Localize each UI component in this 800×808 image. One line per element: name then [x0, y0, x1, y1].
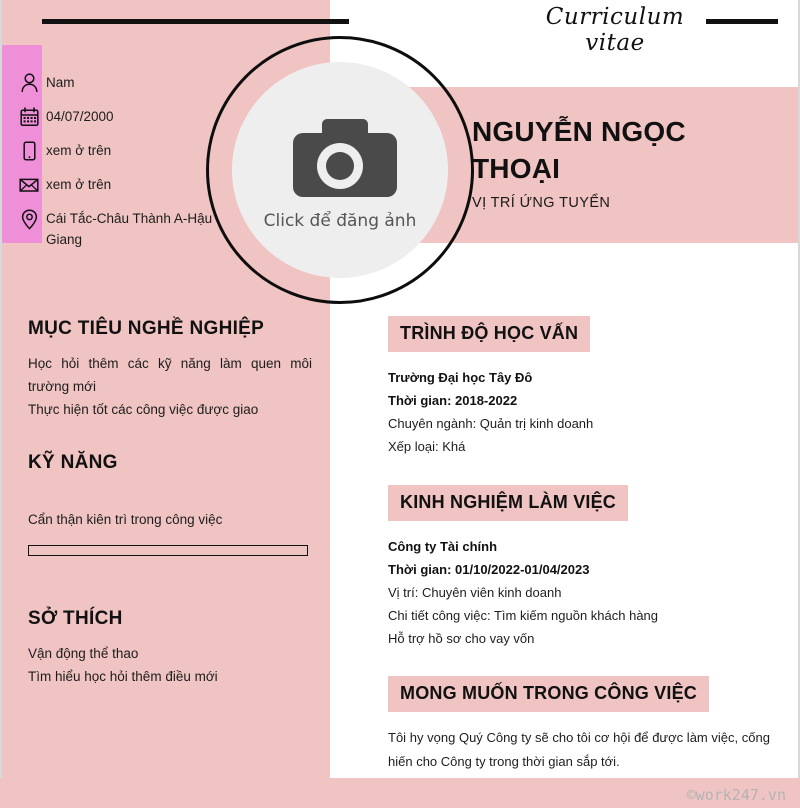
skills-heading: KỸ NĂNG — [28, 451, 118, 473]
contact-value-phone: xem ở trên — [46, 143, 112, 158]
section-skills — [28, 452, 312, 556]
education-heading: TRÌNH ĐỘ HỌC VẤN — [388, 316, 590, 352]
objective-line2: Thực hiện tốt các công việc được giao — [28, 402, 259, 418]
skill-progress-bar[interactable] — [28, 545, 308, 556]
hobbies-heading: SỞ THÍCH — [28, 607, 123, 629]
contact-value-email: xem ở trên — [46, 177, 112, 192]
footer-band — [0, 778, 800, 808]
wishes-heading: MONG MUỐN TRONG CÔNG VIỆC — [388, 676, 709, 712]
left-sections — [28, 318, 312, 688]
objective-heading: MỤC TIÊU NGHỀ NGHIỆP — [28, 318, 265, 339]
spacer-education-experience — [388, 459, 770, 485]
spacer-objective-skills — [28, 422, 312, 452]
contact-value-gender: Nam — [46, 75, 75, 90]
contact-value-birthdate: 04/07/2000 — [46, 109, 114, 124]
experience-detail-2: Hỗ trợ hồ sơ cho vay vốn — [388, 631, 535, 646]
person-icon — [12, 72, 46, 93]
contact-value-address: Cái Tắc-Châu Thành A-Hậu Giang — [46, 211, 213, 247]
right-sections — [388, 316, 770, 774]
skills-item-1: Cẩn thận kiên trì trong công việc — [28, 511, 223, 527]
experience-time: Thời gian: 01/10/2022-01/04/2023 — [388, 561, 590, 577]
header-rule-left — [42, 19, 349, 24]
section-hobbies — [28, 608, 312, 688]
camera-icon — [279, 109, 401, 205]
watermark: ©work247.vn — [686, 786, 786, 804]
location-pin-icon — [12, 208, 46, 230]
experience-company: Công ty Tài chính — [388, 538, 498, 554]
section-education — [388, 316, 770, 459]
photo-placeholder[interactable] — [232, 62, 448, 278]
spacer-experience-wishes — [388, 650, 770, 676]
objective-line1: Học hỏi thêm các kỹ năng làm quen môi trường mới — [28, 356, 312, 395]
experience-detail-1: Chi tiết công việc: Tìm kiếm nguồn khách hàng — [388, 607, 659, 623]
education-major: Chuyên ngành: Quản trị kinh doanh — [388, 416, 594, 432]
experience-position: Vị trí: Chuyên viên kinh doanh — [388, 584, 562, 600]
header-rule-right — [706, 19, 778, 24]
education-grade: Xếp loại: Khá — [388, 439, 466, 455]
section-experience — [388, 485, 770, 651]
position-label: VỊ TRÍ ỨNG TUYỂN — [472, 195, 611, 212]
photo-upload-area[interactable] — [206, 36, 474, 304]
section-wishes — [388, 676, 770, 774]
hobbies-line2: Tìm hiểu học hỏi thêm điều mới — [28, 669, 218, 685]
education-time: Thời gian: 2018-2022 — [388, 393, 518, 409]
hobbies-line1: Vận động thể thao — [28, 645, 139, 661]
cv-script-title: Curriculum vitae — [545, 4, 685, 56]
spacer-skills-hobbies — [28, 556, 312, 586]
spacer-skills-hobbies-2 — [28, 586, 312, 608]
education-school: Trường Đại học Tây Đô — [388, 370, 533, 385]
calendar-icon — [12, 106, 46, 127]
candidate-name-line2: THOẠI — [472, 153, 561, 185]
phone-icon — [12, 140, 46, 161]
envelope-icon — [12, 174, 46, 195]
candidate-name-line1: NGUYỄN NGỌC — [472, 116, 686, 147]
photo-upload-label: Click để đăng ảnh — [263, 211, 417, 231]
page-edge-left — [0, 0, 2, 778]
spacer-skills-head — [28, 486, 312, 508]
experience-heading: KINH NGHIỆM LÀM VIỆC — [388, 485, 628, 521]
wishes-text: Tôi hy vọng Quý Công ty sẽ cho tôi cơ hội để được làm việc, cống hiến cho Công ty trong thời gian sắp tới. — [388, 730, 770, 770]
section-objective — [28, 318, 312, 422]
